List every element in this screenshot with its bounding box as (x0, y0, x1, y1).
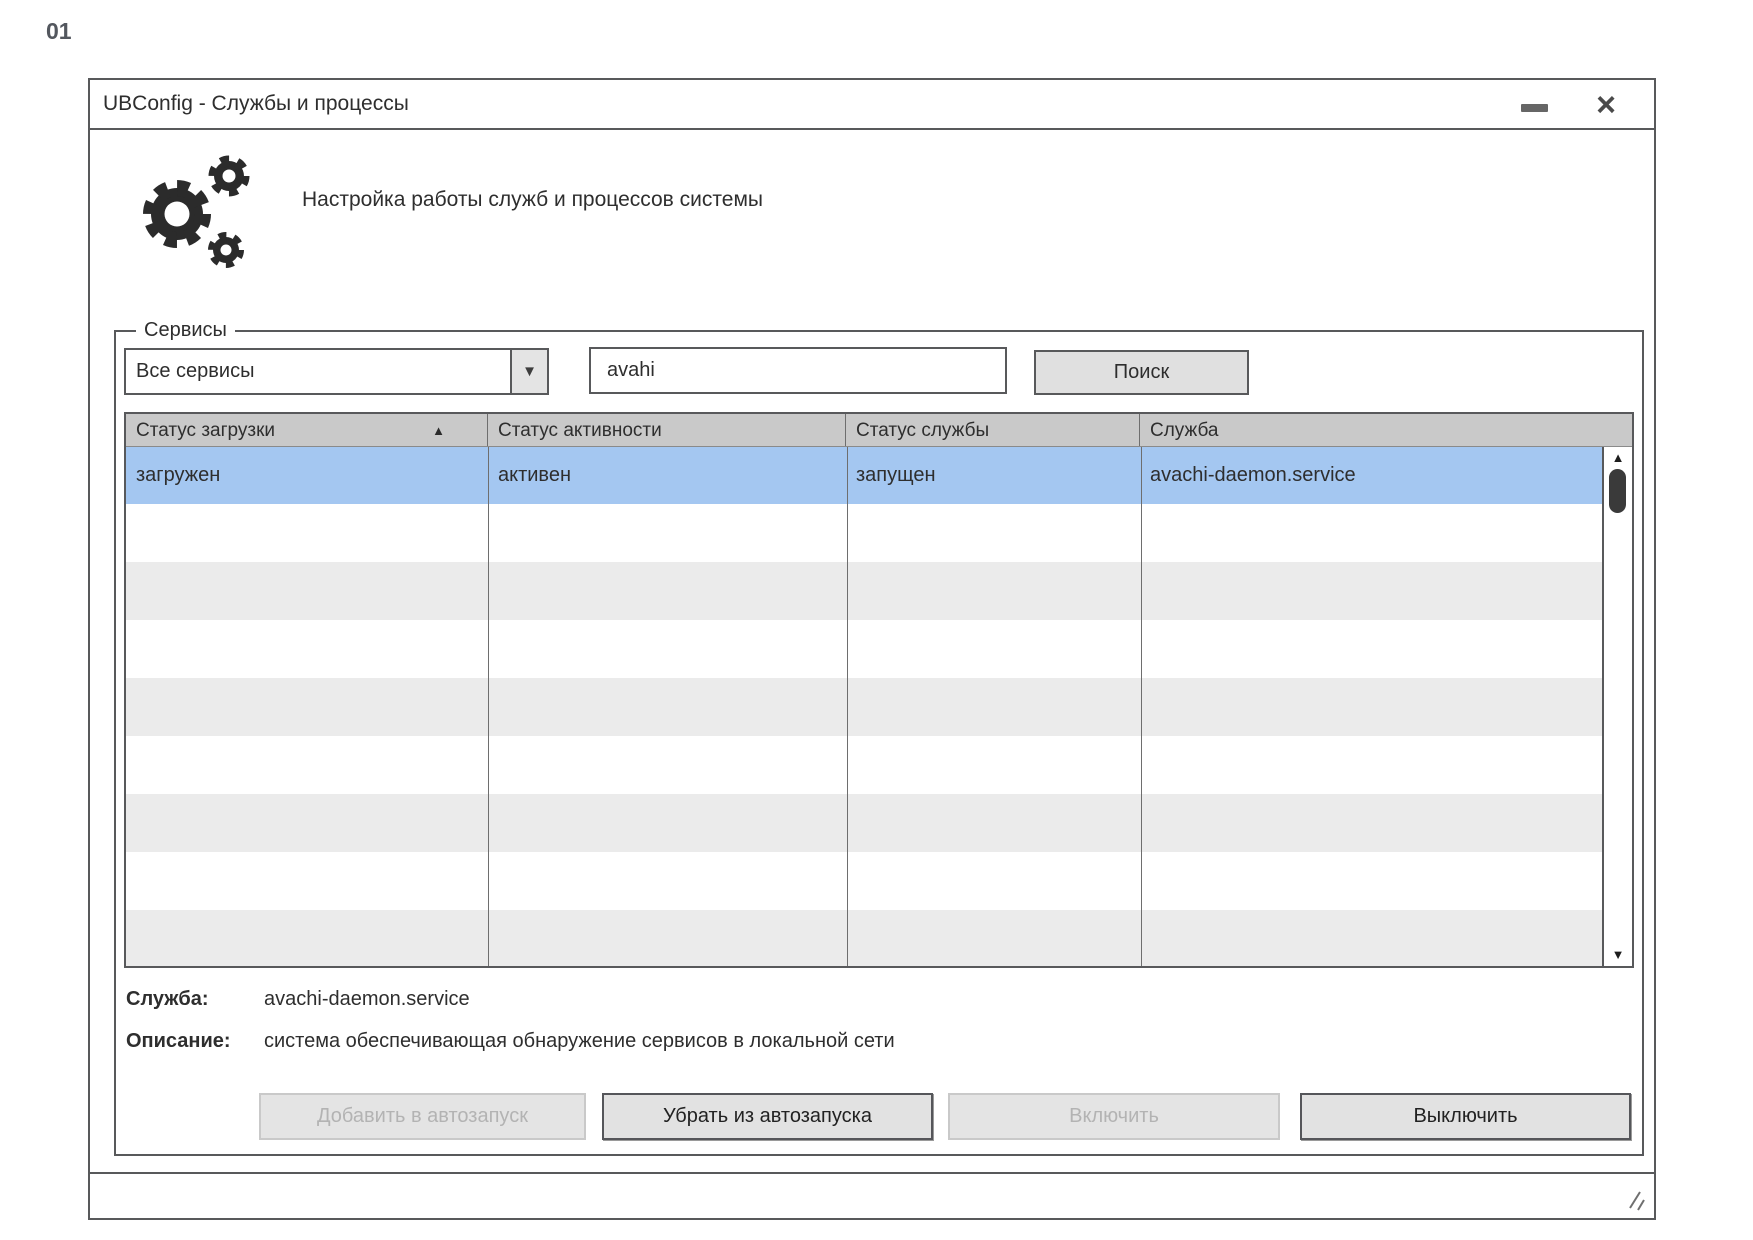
table-row-empty (126, 910, 1632, 966)
column-divider (488, 447, 489, 966)
app-description: Настройка работы служб и процессов системы (302, 188, 763, 211)
window-content (90, 130, 1654, 1172)
sort-asc-icon[interactable]: ▲ (432, 423, 445, 438)
search-input[interactable] (589, 347, 1007, 394)
window-title: UBConfig - Службы и процессы (103, 92, 409, 115)
cell-load-status: загружен (136, 464, 221, 486)
window-titlebar[interactable] (90, 80, 1654, 130)
table-row-empty (126, 852, 1632, 910)
dropdown-selected-value: Все сервисы (136, 360, 255, 382)
scrollbar-thumb[interactable] (1609, 469, 1626, 513)
table-row-empty (126, 736, 1632, 794)
service-filter-dropdown[interactable] (124, 348, 549, 395)
chevron-down-icon: ▼ (522, 363, 537, 380)
table-row-empty (126, 678, 1632, 736)
page-number-label: 01 (46, 18, 72, 44)
resize-grip[interactable] (1624, 1188, 1648, 1212)
service-detail-value: avachi-daemon.service (264, 988, 470, 1010)
column-divider (1141, 447, 1142, 966)
dropdown-button[interactable] (510, 350, 547, 393)
column-divider (847, 447, 848, 966)
table-row-empty (126, 620, 1632, 678)
cell-service: avachi-daemon.service (1150, 464, 1356, 486)
groupbox-legend: Сервисы (136, 319, 235, 342)
description-detail-label: Описание: (126, 1030, 231, 1052)
services-groupbox (114, 319, 1644, 1156)
disable-service-button[interactable]: Выключить (1300, 1093, 1631, 1140)
table-row-empty (126, 562, 1632, 620)
cell-active-status: активен (498, 464, 571, 486)
close-icon[interactable]: × (1596, 86, 1616, 124)
enable-service-button[interactable]: Включить (948, 1093, 1280, 1140)
scroll-up-icon[interactable]: ▲ (1611, 450, 1625, 465)
cell-service-status: запущен (856, 464, 936, 486)
table-body (126, 447, 1632, 966)
table-row-empty (126, 504, 1632, 562)
table-header-row (126, 414, 1632, 447)
scroll-down-icon[interactable]: ▼ (1611, 947, 1625, 962)
column-header-active-status[interactable]: Статус активности (488, 414, 846, 446)
status-bar (90, 1172, 1654, 1218)
table-row-empty (126, 794, 1632, 852)
gears-icon (130, 148, 262, 274)
remove-from-autostart-button[interactable]: Убрать из автозапуска (602, 1093, 933, 1140)
service-detail-label: Служба: (126, 988, 209, 1010)
app-window (88, 78, 1656, 1220)
services-table (124, 412, 1634, 968)
description-detail-value: система обеспечивающая обнаружение сервисов в локальной сети (264, 1030, 895, 1052)
search-button[interactable]: Поиск (1034, 350, 1249, 395)
column-header-load-status[interactable]: Статус загрузки ▲ (126, 414, 488, 446)
minimize-icon[interactable] (1521, 104, 1548, 112)
column-header-service[interactable]: Служба (1150, 420, 1219, 441)
table-row-selected[interactable] (126, 447, 1632, 504)
column-header-service-status[interactable]: Статус службы (846, 414, 1140, 446)
vertical-scrollbar[interactable] (1602, 447, 1632, 966)
add-to-autostart-button[interactable]: Добавить в автозапуск (259, 1093, 586, 1140)
